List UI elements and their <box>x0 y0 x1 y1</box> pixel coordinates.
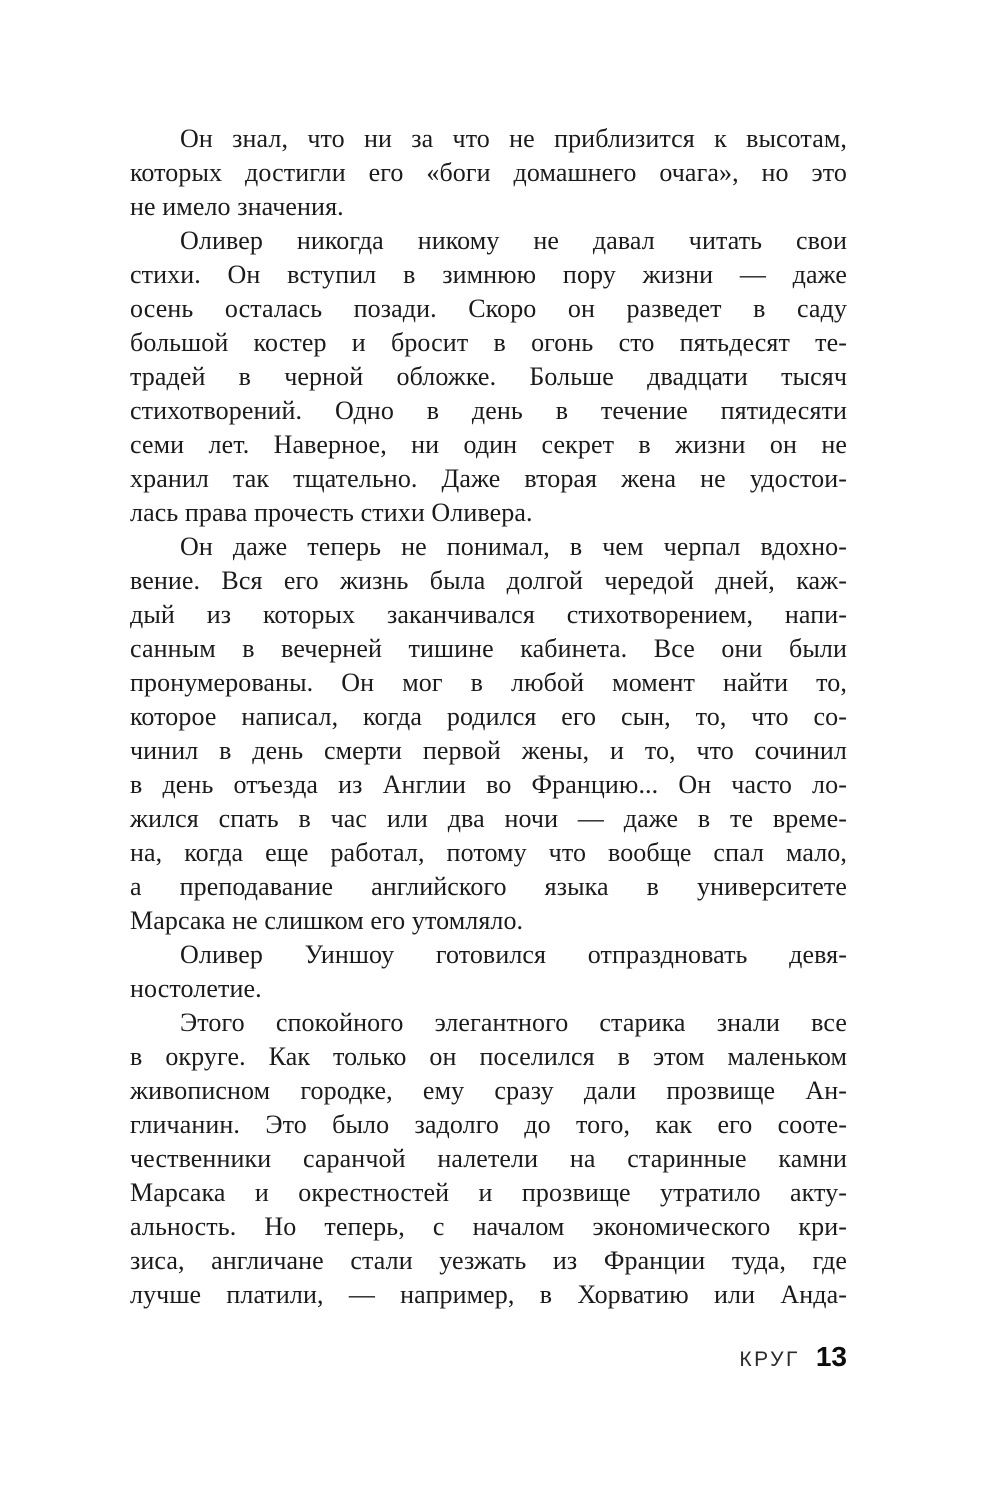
text-line: лучше платили, — например, в Хорватию или Анда- <box>130 1280 847 1309</box>
text-line: Марсака не слишком его утомляло. <box>130 906 524 935</box>
text-line: лась права прочесть стихи Оливера. <box>130 498 533 527</box>
text-line: а преподавание английского языка в университете <box>130 872 847 901</box>
footer-page-number: 13 <box>815 1341 847 1372</box>
text-line: Он знал, что ни за что не приблизится к высотам, <box>180 124 847 153</box>
text-block <box>130 122 847 1312</box>
text-line: ностолетие. <box>130 974 262 1003</box>
text-line: в день отъезда из Англии во Францию... Он часто ло- <box>130 770 847 799</box>
text-line: альность. Но теперь, с началом экономического кри- <box>130 1212 847 1241</box>
text-line: в округе. Как только он поселился в этом маленьком <box>130 1042 847 1071</box>
text-line: традей в черной обложке. Больше двадцати тысяч <box>130 362 847 391</box>
text-line: большой костер и бросит в огонь сто пятьдесят те- <box>130 328 847 357</box>
text-line: чинил в день смерти первой жены, и то, что сочинил <box>130 736 847 765</box>
text-line: Марсака и окрестностей и прозвище утратило акту- <box>130 1178 847 1207</box>
text-line: Он даже теперь не понимал, в чем черпал вдохно- <box>180 532 847 561</box>
text-line: Этого спокойного элегантного старика знали все <box>180 1008 847 1037</box>
text-line: жился спать в час или два ночи — даже в те време- <box>130 804 847 833</box>
text-line: вение. Вся его жизнь была долгой чередой дней, каж- <box>130 566 847 595</box>
text-line: стихотворений. Одно в день в течение пятидесяти <box>130 396 847 425</box>
text-line: живописном городке, ему сразу дали прозвище Ан- <box>130 1076 847 1105</box>
footer-book-title: КРУГ <box>739 1348 800 1371</box>
text-line: чественники саранчой налетели на старинные камни <box>130 1144 847 1173</box>
text-line: семи лет. Наверное, ни один секрет в жизни он не <box>130 430 847 459</box>
text-line: гличанин. Это было задолго до того, как его соотe- <box>130 1110 847 1139</box>
text-line: осень осталась позади. Скоро он разведет в саду <box>130 294 847 323</box>
text-line: не имело значения. <box>130 192 344 221</box>
text-line: которых достигли его «боги домашнего очага», но это <box>130 158 847 187</box>
text-line: Оливер никогда никому не давал читать свои <box>180 226 847 255</box>
text-line: хранил так тщательно. Даже вторая жена не удостои- <box>130 464 847 493</box>
text-line: санным в вечерней тишине кабинета. Все они были <box>130 634 847 663</box>
text-line: пронумерованы. Он мог в любой момент найти то, <box>130 668 847 697</box>
text-line: зиса, англичане стали уезжать из Франции туда, где <box>130 1246 847 1275</box>
text-line: дый из которых заканчивался стихотворением, напи- <box>130 600 847 629</box>
text-line: на, когда еще работал, потому что вообще спал мало, <box>130 838 847 867</box>
text-line: Оливер Уиншоу готовился отпраздновать девя- <box>180 940 847 969</box>
running-footer <box>739 1341 847 1373</box>
text-line: стихи. Он вступил в зимнюю пору жизни — даже <box>130 260 847 289</box>
text-line: которое написал, когда родился его сын, то, что со- <box>130 702 847 731</box>
